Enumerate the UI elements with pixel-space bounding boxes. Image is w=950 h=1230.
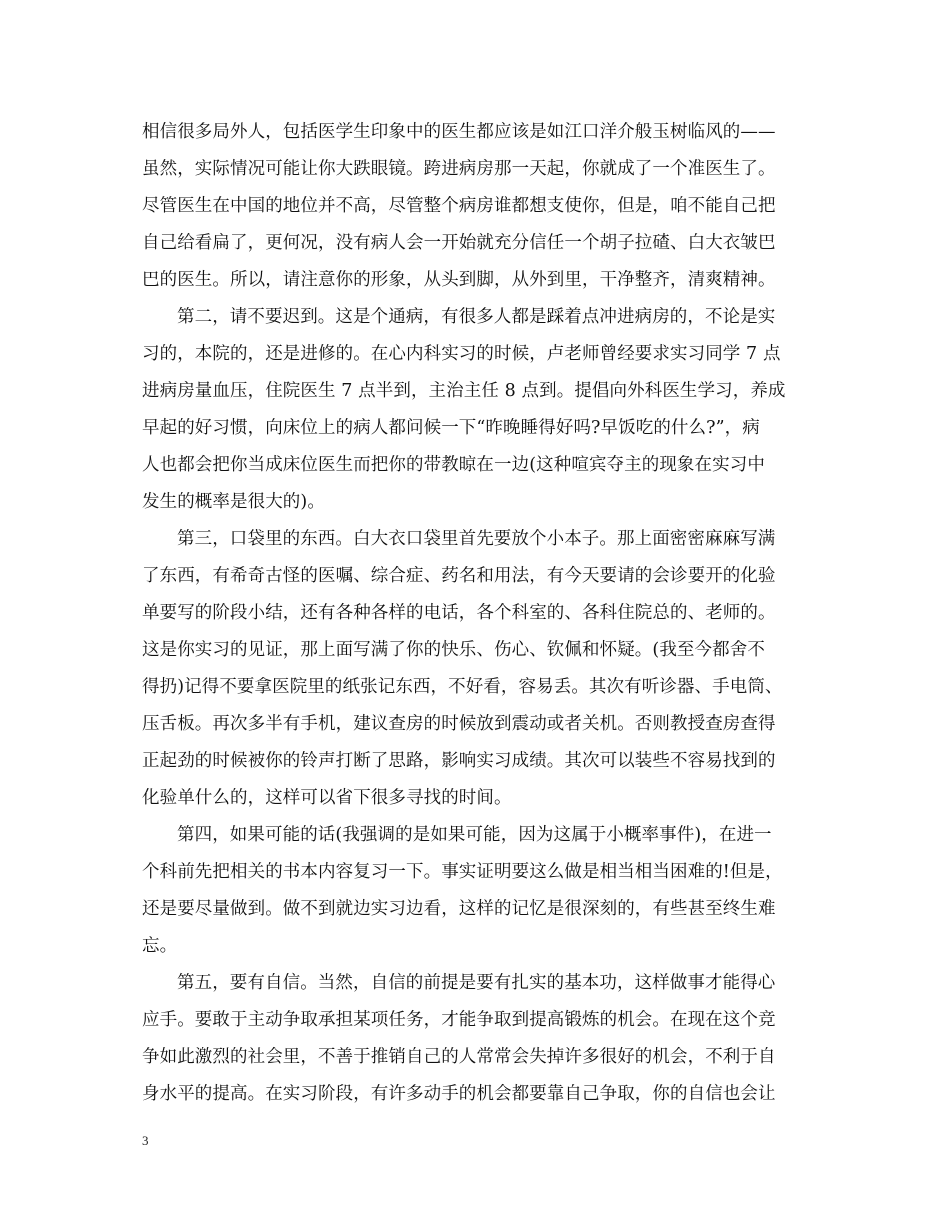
text-line: 了东西，有希奇古怪的医嘱、综合症、药名和用法，有今天要请的会诊要开的化验 bbox=[142, 566, 776, 586]
text-line: 人也都会把你当成床位医生而把你的带教晾在一边(这种喧宾夺主的现象在实习中 bbox=[142, 455, 765, 475]
text-line: 正起劲的时候被你的铃声打断了思路，影响实习成绩。其次可以装些不容易找到的 bbox=[142, 751, 776, 771]
text-line: 身水平的提高。在实习阶段，有许多动手的机会都要靠自己争取，你的自信也会让 bbox=[142, 1084, 776, 1104]
paragraph-start-line: 第四，如果可能的话(我强调的是如果可能，因为这属于小概率事件)，在进一 bbox=[177, 825, 772, 845]
text-line: 发生的概率是很大的)。 bbox=[142, 492, 325, 512]
paragraph-start-line: 第二，请不要迟到。这是个通病，有很多人都是踩着点冲进病房的，不论是实 bbox=[177, 307, 776, 327]
text-line: 应手。要敢于主动争取承担某项任务，才能争取到提高锻炼的机会。在现在这个竞 bbox=[142, 1010, 776, 1030]
text-line: 还是要尽量做到。做不到就边实习边看，这样的记忆是很深刻的，有些甚至终生难 bbox=[142, 899, 776, 919]
text-line: 个科前先把相关的书本内容复习一下。事实证明要这么做是相当相当困难的!但是， bbox=[142, 862, 783, 882]
text-line: 单要写的阶段小结，还有各种各样的电话，各个科室的、各科住院总的、老师的。 bbox=[142, 603, 776, 623]
text-line: 争如此激烈的社会里，不善于推销自己的人常常会失掉许多很好的机会，不利于自 bbox=[142, 1047, 776, 1067]
text-line: 忘。 bbox=[142, 936, 178, 956]
text-line: 进病房量血压，住院医生 7 点半到，主治主任 8 点到。提倡向外科医生学习，养成 bbox=[142, 381, 786, 401]
text-line: 尽管医生在中国的地位并不高，尽管整个病房谁都想支使你，但是，咱不能自己把 bbox=[142, 196, 776, 216]
paragraph-start-line: 第五，要有自信。当然，自信的前提是要有扎实的基本功，这样做事才能得心 bbox=[177, 973, 776, 993]
paragraph-start-line: 第三，口袋里的东西。白大衣口袋里首先要放个小本子。那上面密密麻麻写满 bbox=[177, 529, 776, 549]
text-line: 习的，本院的，还是进修的。在心内科实习的时候，卢老师曾经要求实习同学 7 点 bbox=[142, 344, 781, 364]
text-line: 早起的好习惯，向床位上的病人都问候一下“昨晚睡得好吗?早饭吃的什么?”，病 bbox=[142, 418, 760, 438]
text-line: 巴的医生。所以，请注意你的形象，从头到脚，从外到里，干净整齐，清爽精神。 bbox=[142, 270, 776, 290]
text-line: 相信很多局外人，包括医学生印象中的医生都应该是如江口洋介般玉树临风的—— bbox=[142, 122, 776, 142]
text-line: 自己给看扁了，更何况，没有病人会一开始就充分信任一个胡子拉碴、白大衣皱巴 bbox=[142, 233, 776, 253]
text-line: 压舌板。再次多半有手机，建议查房的时候放到震动或者关机。否则教授查房查得 bbox=[142, 714, 776, 734]
body-text bbox=[142, 114, 812, 1113]
text-line: 得扔)记得不要拿医院里的纸张记东西，不好看，容易丢。其次有听诊器、手电筒、 bbox=[142, 677, 783, 697]
text-line: 这是你实习的见证，那上面写满了你的快乐、伤心、钦佩和怀疑。(我至今都舍不 bbox=[142, 640, 765, 660]
text-line: 化验单什么的，这样可以省下很多寻找的时间。 bbox=[142, 788, 512, 808]
page-number: 3 bbox=[142, 1133, 149, 1148]
text-line: 虽然，实际情况可能让你大跌眼镜。跨进病房那一天起，你就成了一个准医生了。 bbox=[142, 159, 776, 179]
